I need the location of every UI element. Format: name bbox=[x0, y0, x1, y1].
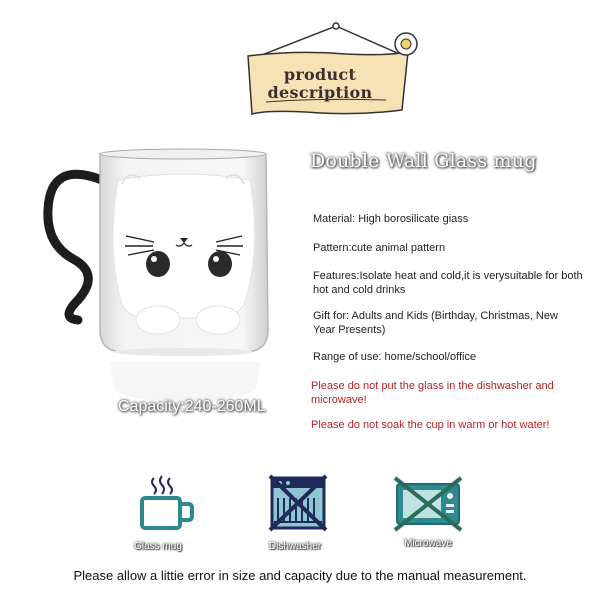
dishwasher-crossed-icon bbox=[264, 474, 334, 534]
sign-pin-icon bbox=[395, 33, 417, 55]
warning-soak: Please do not soak the cup in warm or hot water! bbox=[311, 419, 550, 431]
microwave-crossed-icon bbox=[393, 474, 463, 534]
mug-icon bbox=[128, 474, 198, 534]
warning-dishwasher: Please do not put the glass in the dishwasher and microwave! bbox=[311, 380, 554, 406]
cat-mug-image bbox=[30, 140, 300, 420]
icon-label-microwave: Microwave bbox=[404, 538, 452, 549]
spec-gift: Gift for: Adults and Kids (Birthday, Christmas, New Year Presents) bbox=[313, 310, 558, 336]
footer-note: Please allow a littie error in size and capacity due to the manual measurement. bbox=[73, 568, 527, 583]
icon-label-dishwasher: Dishwasher bbox=[268, 541, 322, 552]
spec-range: Range of use: home/school/office bbox=[313, 351, 477, 363]
spec-material: Material: High borosilicate giass bbox=[313, 213, 469, 225]
spec-features: Features:Isolate heat and cold,it is verysuitable for both hot and cold drinks bbox=[313, 270, 583, 296]
icon-label-glass-mug: Glass mug bbox=[134, 541, 182, 552]
capacity-label: Capacity:240-260ML bbox=[118, 398, 266, 415]
product-heading: Double Wall Glass mug bbox=[310, 150, 537, 172]
sign-title: product description bbox=[267, 65, 373, 102]
spec-pattern: Pattern:cute animal pattern bbox=[313, 242, 446, 254]
